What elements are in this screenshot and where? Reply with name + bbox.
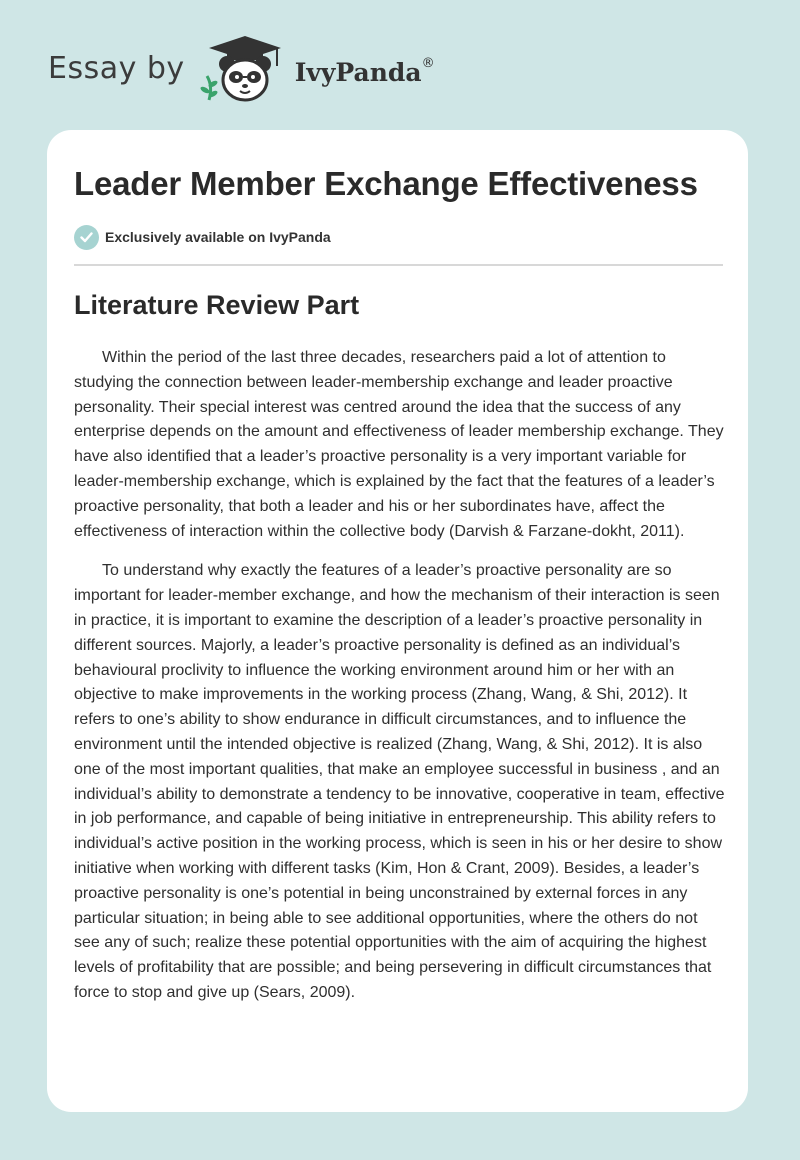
paragraph: To understand why exactly the features of a leader’s proactive personality are so important for leader-member exchange, and how the mechanism of their interaction is seen in practice, it is important to examine the description of a leader’s proactive personality in different sources. Majorly, a leader’s proactive personality is defined as an individual’s behavioural proclivity to influence the working environment around him or her with an objective to make improvements in the working process (Zhang, Wang, & Shi, 2012). It refers to one’s ability to show endurance in difficult circumstances, and to influence the environment until the intended objective is realized (Zhang, Wang, & Shi, 2012). It is also one of the most important qualities, that make an employee successful in business , and an individual’s ability to demonstrate a tendency to be innovative, cooperative in team, effective in job performance, and capable of being initiative in entrepreneurship. This ability refers to individual’s active position in the working process, which is seen in his or her desire to show initiative when working with different tasks (Kim, Hon & Crant, 2009). Besides, a leader’s proactive personality is one’s potential in being unconstrained by external forces in any particular situation; in being able to see additional opportunities, where the others do not see any of such; realize these potential opportunities with the aim of acquiring the highest levels of profitability that are possible; and being persevering in difficult circumstances that force to stop and give up (Sears, 2009). bbox=[74, 562, 725, 1001]
article-card bbox=[47, 130, 748, 1112]
site-header bbox=[48, 30, 508, 110]
paragraph: Within the period of the last three decades, researchers paid a lot of attention to studying the connection between leader-membership exchange and leader proactive personality. Their special interest was centred around the idea that the success of any enterprise depends on the amount and effectiveness of leader membership exchange. They have also identified that a leader’s proactive personality is a very important variable for leader-membership exchange, which is explained by the fact that the features of a leader’s proactive personality, that both a leader and his or her subordinates have, affect the effectiveness of interaction within the collective body (Darvish & Farzane-dokht, 2011). bbox=[74, 349, 724, 540]
registered-mark: ® bbox=[421, 55, 435, 71]
brand-text: IvyPanda bbox=[294, 57, 422, 87]
exclusive-badge-text: Exclusively available on IvyPanda bbox=[105, 229, 331, 245]
brand-name[interactable] bbox=[294, 55, 435, 87]
divider bbox=[74, 264, 723, 266]
exclusive-badge bbox=[74, 224, 721, 250]
essay-by-label: Essay by bbox=[48, 50, 185, 86]
article-title: Leader Member Exchange Effectiveness bbox=[74, 165, 698, 202]
panda-graduate-icon[interactable] bbox=[199, 32, 291, 108]
check-icon bbox=[74, 225, 99, 250]
section-title: Literature Review Part bbox=[74, 290, 360, 320]
